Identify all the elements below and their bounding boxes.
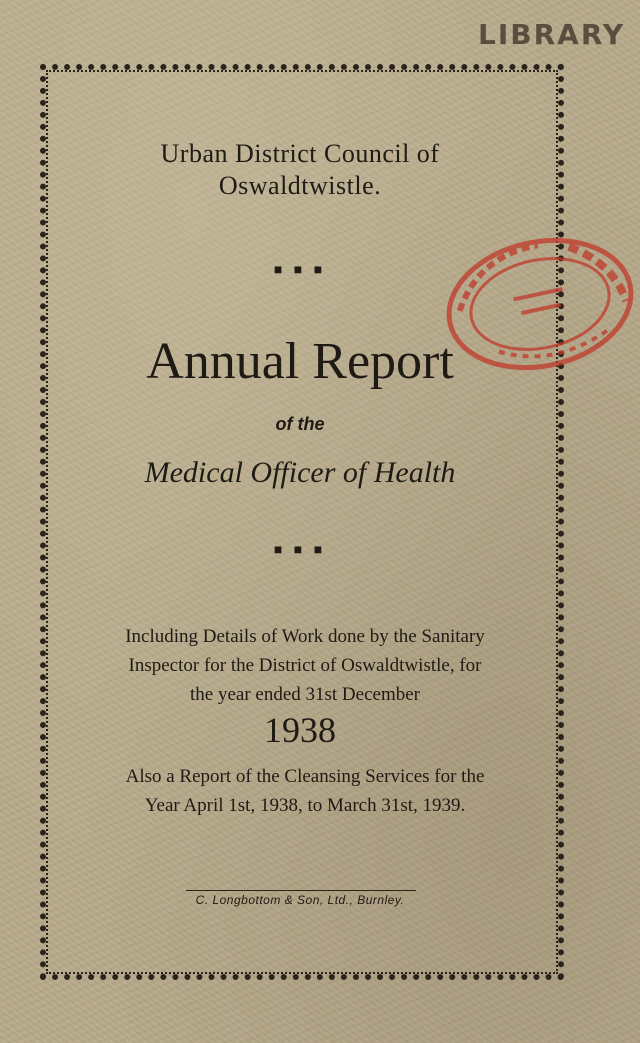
council-line-2: Oswaldtwistle. — [218, 171, 382, 200]
bullet-ornament-top: ■ ■ ■ — [273, 263, 327, 278]
including-paragraph — [70, 622, 540, 709]
also-line-2: Year April 1st, 1938, to March 31st, 1939. — [144, 795, 466, 816]
including-line-1: Including Details of Work done by the Sanitary — [125, 626, 485, 647]
printer-rule — [186, 890, 416, 891]
dotted-border-inner — [46, 70, 558, 974]
report-subtitle: Medical Officer of Health — [144, 456, 456, 489]
library-stamp: LIBRARY — [478, 18, 626, 51]
report-year: 1938 — [264, 710, 336, 750]
bullet-ornament-middle: ■ ■ ■ — [273, 543, 327, 558]
council-heading — [60, 138, 540, 202]
council-line-1: Urban District Council of — [160, 139, 440, 168]
including-line-3: the year ended 31st December — [189, 684, 420, 705]
printer-credit: C. Longbottom & Son, Ltd., Burnley. — [195, 893, 405, 907]
also-line-1: Also a Report of the Cleansing Services for the — [125, 766, 485, 787]
of-the-text: of the — [275, 414, 325, 434]
report-title: Annual Report — [146, 333, 454, 390]
including-line-2: Inspector for the District of Oswaldtwistle, for — [128, 655, 482, 676]
cleansing-paragraph — [70, 762, 540, 820]
